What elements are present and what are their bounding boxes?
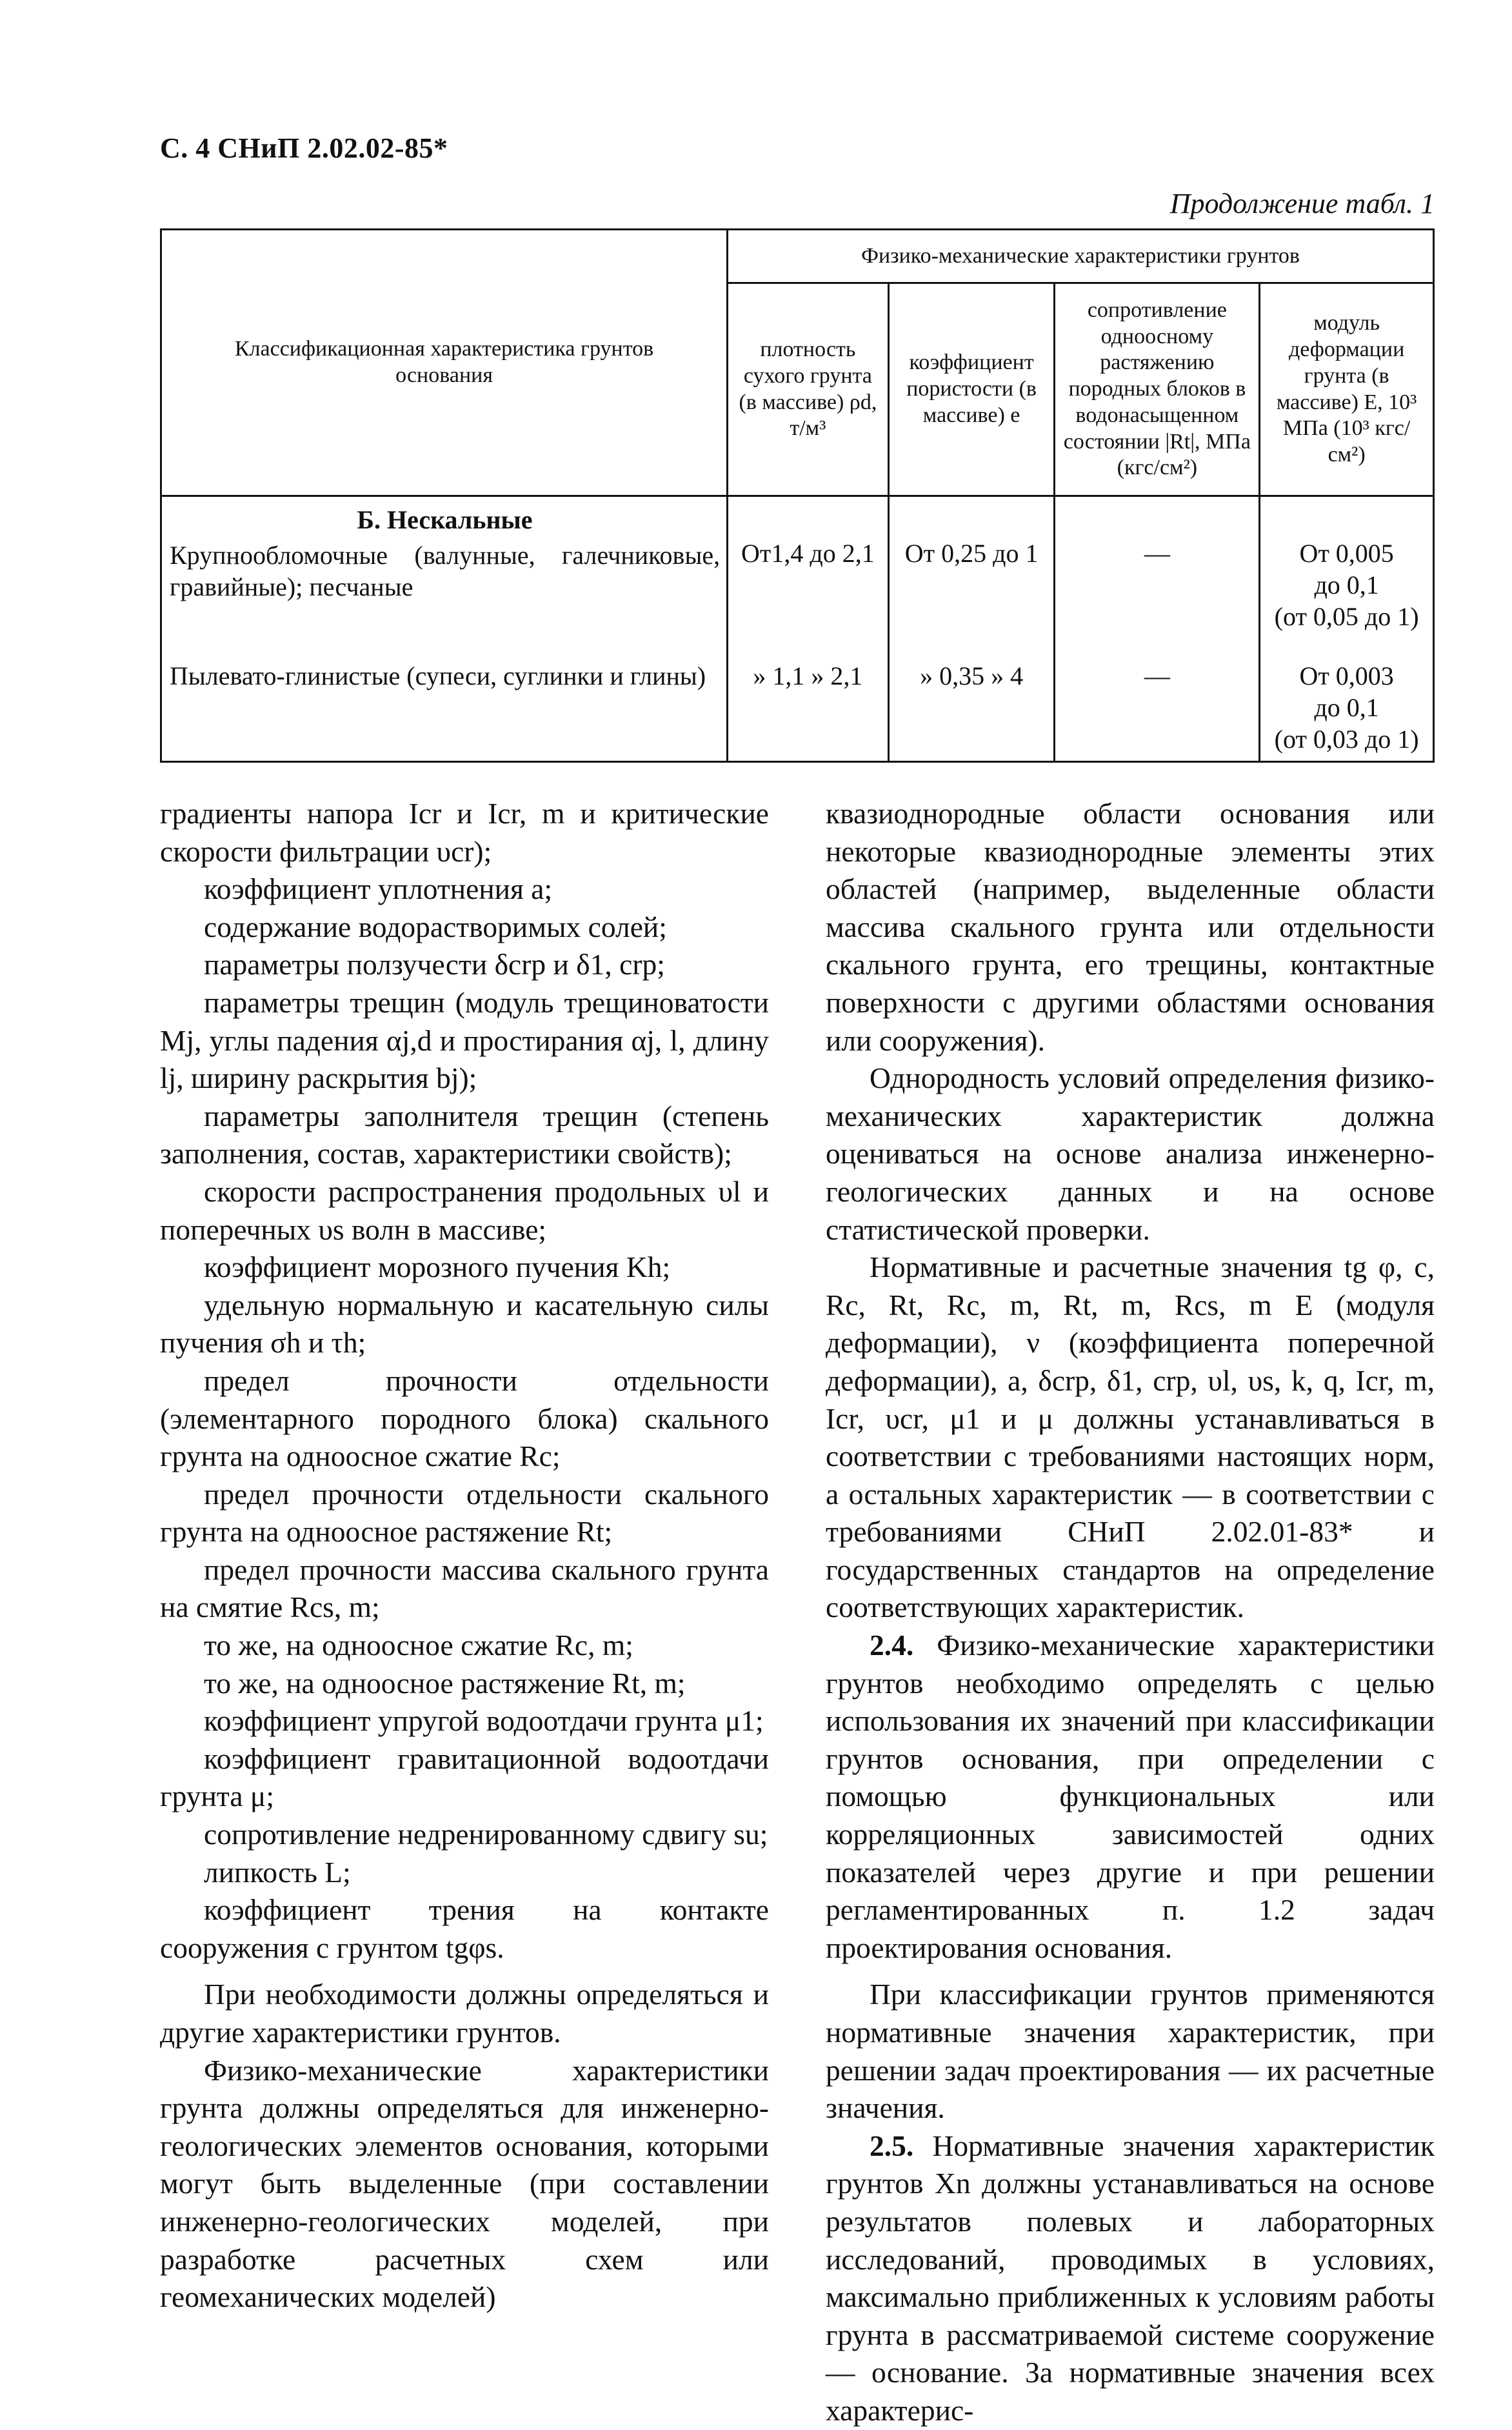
paragraph: параметры заполнителя трещин (степень заполнения, состав, характеристики свойств); — [160, 1099, 769, 1170]
right-column — [826, 795, 1435, 2430]
col-header-resistance: сопротивление одноосному растяжению породных блоков в водонасыщенном состоянии |Rt|, МПа (кгс/см²) — [1055, 283, 1260, 496]
row-name-cell — [161, 638, 728, 761]
paragraph: скорости распространения продольных υl и поперечных υs волн в массиве; — [160, 1174, 769, 1246]
row-name-cell — [161, 496, 728, 638]
modulus-value: до 0,1 — [1314, 693, 1379, 723]
paragraph: параметры трещин (модуль трещиноватости Mj, углы падения αj,d и простирания αj, l, длину lj, ширину раскрытия bj); — [160, 985, 769, 1095]
row-name: Пылевато-глинистые (супеси, суглинки и глины) — [170, 661, 706, 691]
col-header-classification: Классификационная характеристика грунтов основания — [161, 230, 728, 496]
table-header-row-1 — [161, 230, 1434, 283]
paragraph-text: Физико-механические характеристики грунтов необходимо определять с целью использования их значений при классификации грунтов основания, при определении с помощью функциональных или корреляционных зависимостей одних показателей через другие и при решении регламентированных п. 1.2 задач проектирования основания. — [826, 1629, 1435, 1964]
paragraph: градиенты напора Icr и Icr, m и критические скорости фильтрации υcr); — [160, 797, 769, 868]
body-text — [160, 795, 1435, 2430]
paragraph: Физико-механические характеристики грунта должны определяться для инженерно-геологических элементов основания, которыми могут быть выделенные (при составлении инженерно-геологических моделей, при разработке расчетных схем или геомеханических моделей) — [160, 2053, 769, 2314]
paragraph: Нормативные и расчетные значения tg φ, c, Rc, Rt, Rc, m, Rt, m, Rcs, m E (модуля деформации), ν (коэффициента поперечной деформации), a, δcrp, δ1, crp, υl, υs, k, q, Icr, m, Icr, υcr, μ1 и μ должны устанавливаться в соответствии с требованиями настоящих норм, а остальных характеристик — в соответствии с требованиями СНиП 2.02.01-83* и государственных стандартов на определение соответствующих характеристик. — [826, 1250, 1435, 1624]
table-row — [161, 638, 1434, 761]
resistance-cell: — — [1055, 496, 1260, 638]
paragraph — [826, 1627, 1435, 1967]
section-number: 2.5. — [870, 2129, 914, 2162]
paragraph: квазиоднородные области основания или некоторые квазиоднородные элементы этих областей (например, выделенные области массива скального грунта или отдельности скального грунта, его трещины, контактные поверхности с другими областями основания или сооружения). — [826, 797, 1435, 1057]
paragraph: липкость L; — [204, 1855, 351, 1889]
paragraph-text: Нормативные значения характеристик грунтов Xn должны устанавливаться на основе результатов полевых и лабораторных исследований, проводимых в условиях, максимально приближенных к условиям работы грунта в рассматриваемой системе сооружение — основание. За нормативные значения всех характерис- — [826, 2129, 1435, 2427]
density-cell: » 1,1 » 2,1 — [728, 638, 889, 761]
col-header-modulus: модуль деформации грунта (в массиве) E, 10³ МПа (10³ кгс/см²) — [1260, 283, 1434, 496]
paragraph: предел прочности отдельности скального грунта на одноосное растяжение Rt; — [160, 1477, 769, 1549]
paragraph: сопротивление недренированному сдвигу su; — [204, 1818, 768, 1851]
modulus-value: (от 0,05 до 1) — [1274, 601, 1419, 631]
modulus-value: От 0,005 — [1299, 539, 1394, 568]
modulus-value: От 0,003 — [1299, 661, 1394, 691]
density-cell: От1,4 до 2,1 — [728, 496, 889, 638]
paragraph: предел прочности массива скального грунта на смятие Rcs, m; — [160, 1552, 769, 1624]
col-header-group: Физико-механические характеристики грунтов — [728, 230, 1434, 283]
paragraph: коэффициент уплотнения a; — [204, 872, 553, 906]
paragraph: коэффициент трения на контакте сооружения с грунтом tgφs. — [160, 1893, 769, 1964]
paragraph: удельную нормальную и касательную силы пучения σh и τh; — [160, 1288, 769, 1360]
paragraph: то же, на одноосное растяжение Rt, m; — [204, 1666, 686, 1700]
paragraph: коэффициент упругой водоотдачи грунта μ1; — [204, 1704, 764, 1738]
porosity-cell: От 0,25 до 1 — [888, 496, 1055, 638]
resistance-cell: — — [1055, 638, 1260, 761]
soil-characteristics-table — [160, 228, 1435, 763]
paragraph: коэффициент морозного пучения Kh; — [204, 1250, 671, 1284]
modulus-value: до 0,1 — [1314, 570, 1379, 599]
col-header-density: плотность сухого грунта (в массиве) ρd, т/м³ — [728, 283, 889, 496]
page-header: С. 4 СНиП 2.02.02-85* — [160, 132, 448, 164]
section-title: Б. Нескальные — [357, 505, 533, 534]
paragraph: то же, на одноосное сжатие Rc, m; — [204, 1629, 633, 1662]
paragraph: содержание водорастворимых солей; — [204, 910, 667, 943]
paragraph: При необходимости должны определяться и другие характеристики грунтов. — [160, 1978, 769, 2049]
modulus-cell — [1260, 496, 1434, 638]
row-name: Крупнообломочные (валунные, галечниковые, гравийные); песчаные — [170, 540, 721, 601]
porosity-cell: » 0,35 » 4 — [888, 638, 1055, 761]
table-continuation-label: Продолжение табл. 1 — [1169, 188, 1435, 219]
modulus-cell — [1260, 638, 1434, 761]
col-header-porosity: коэффициент пористости (в массиве) e — [888, 283, 1055, 496]
paragraph: предел прочности отдельности (элементарного породного блока) скального грунта на одноосное сжатие Rc; — [160, 1363, 769, 1473]
paragraph — [826, 2127, 1435, 2430]
table-row — [161, 496, 1434, 638]
paragraph: Однородность условий определения физико-механических характеристик должна оцениваться на основе анализа инженерно-геологических данных и на основе статистической проверки. — [826, 1061, 1435, 1246]
paragraph: При классификации грунтов применяются нормативные значения характеристик, при решении задач проектирования — их расчетные значения. — [826, 1978, 1435, 2125]
modulus-value: (от 0,03 до 1) — [1274, 724, 1419, 754]
section-number: 2.4. — [870, 1629, 914, 1662]
left-column — [160, 795, 769, 2430]
paragraph: коэффициент гравитационной водоотдачи грунта μ; — [160, 1742, 769, 1813]
paragraph: параметры ползучести δcrp и δ1, crp; — [204, 948, 665, 981]
